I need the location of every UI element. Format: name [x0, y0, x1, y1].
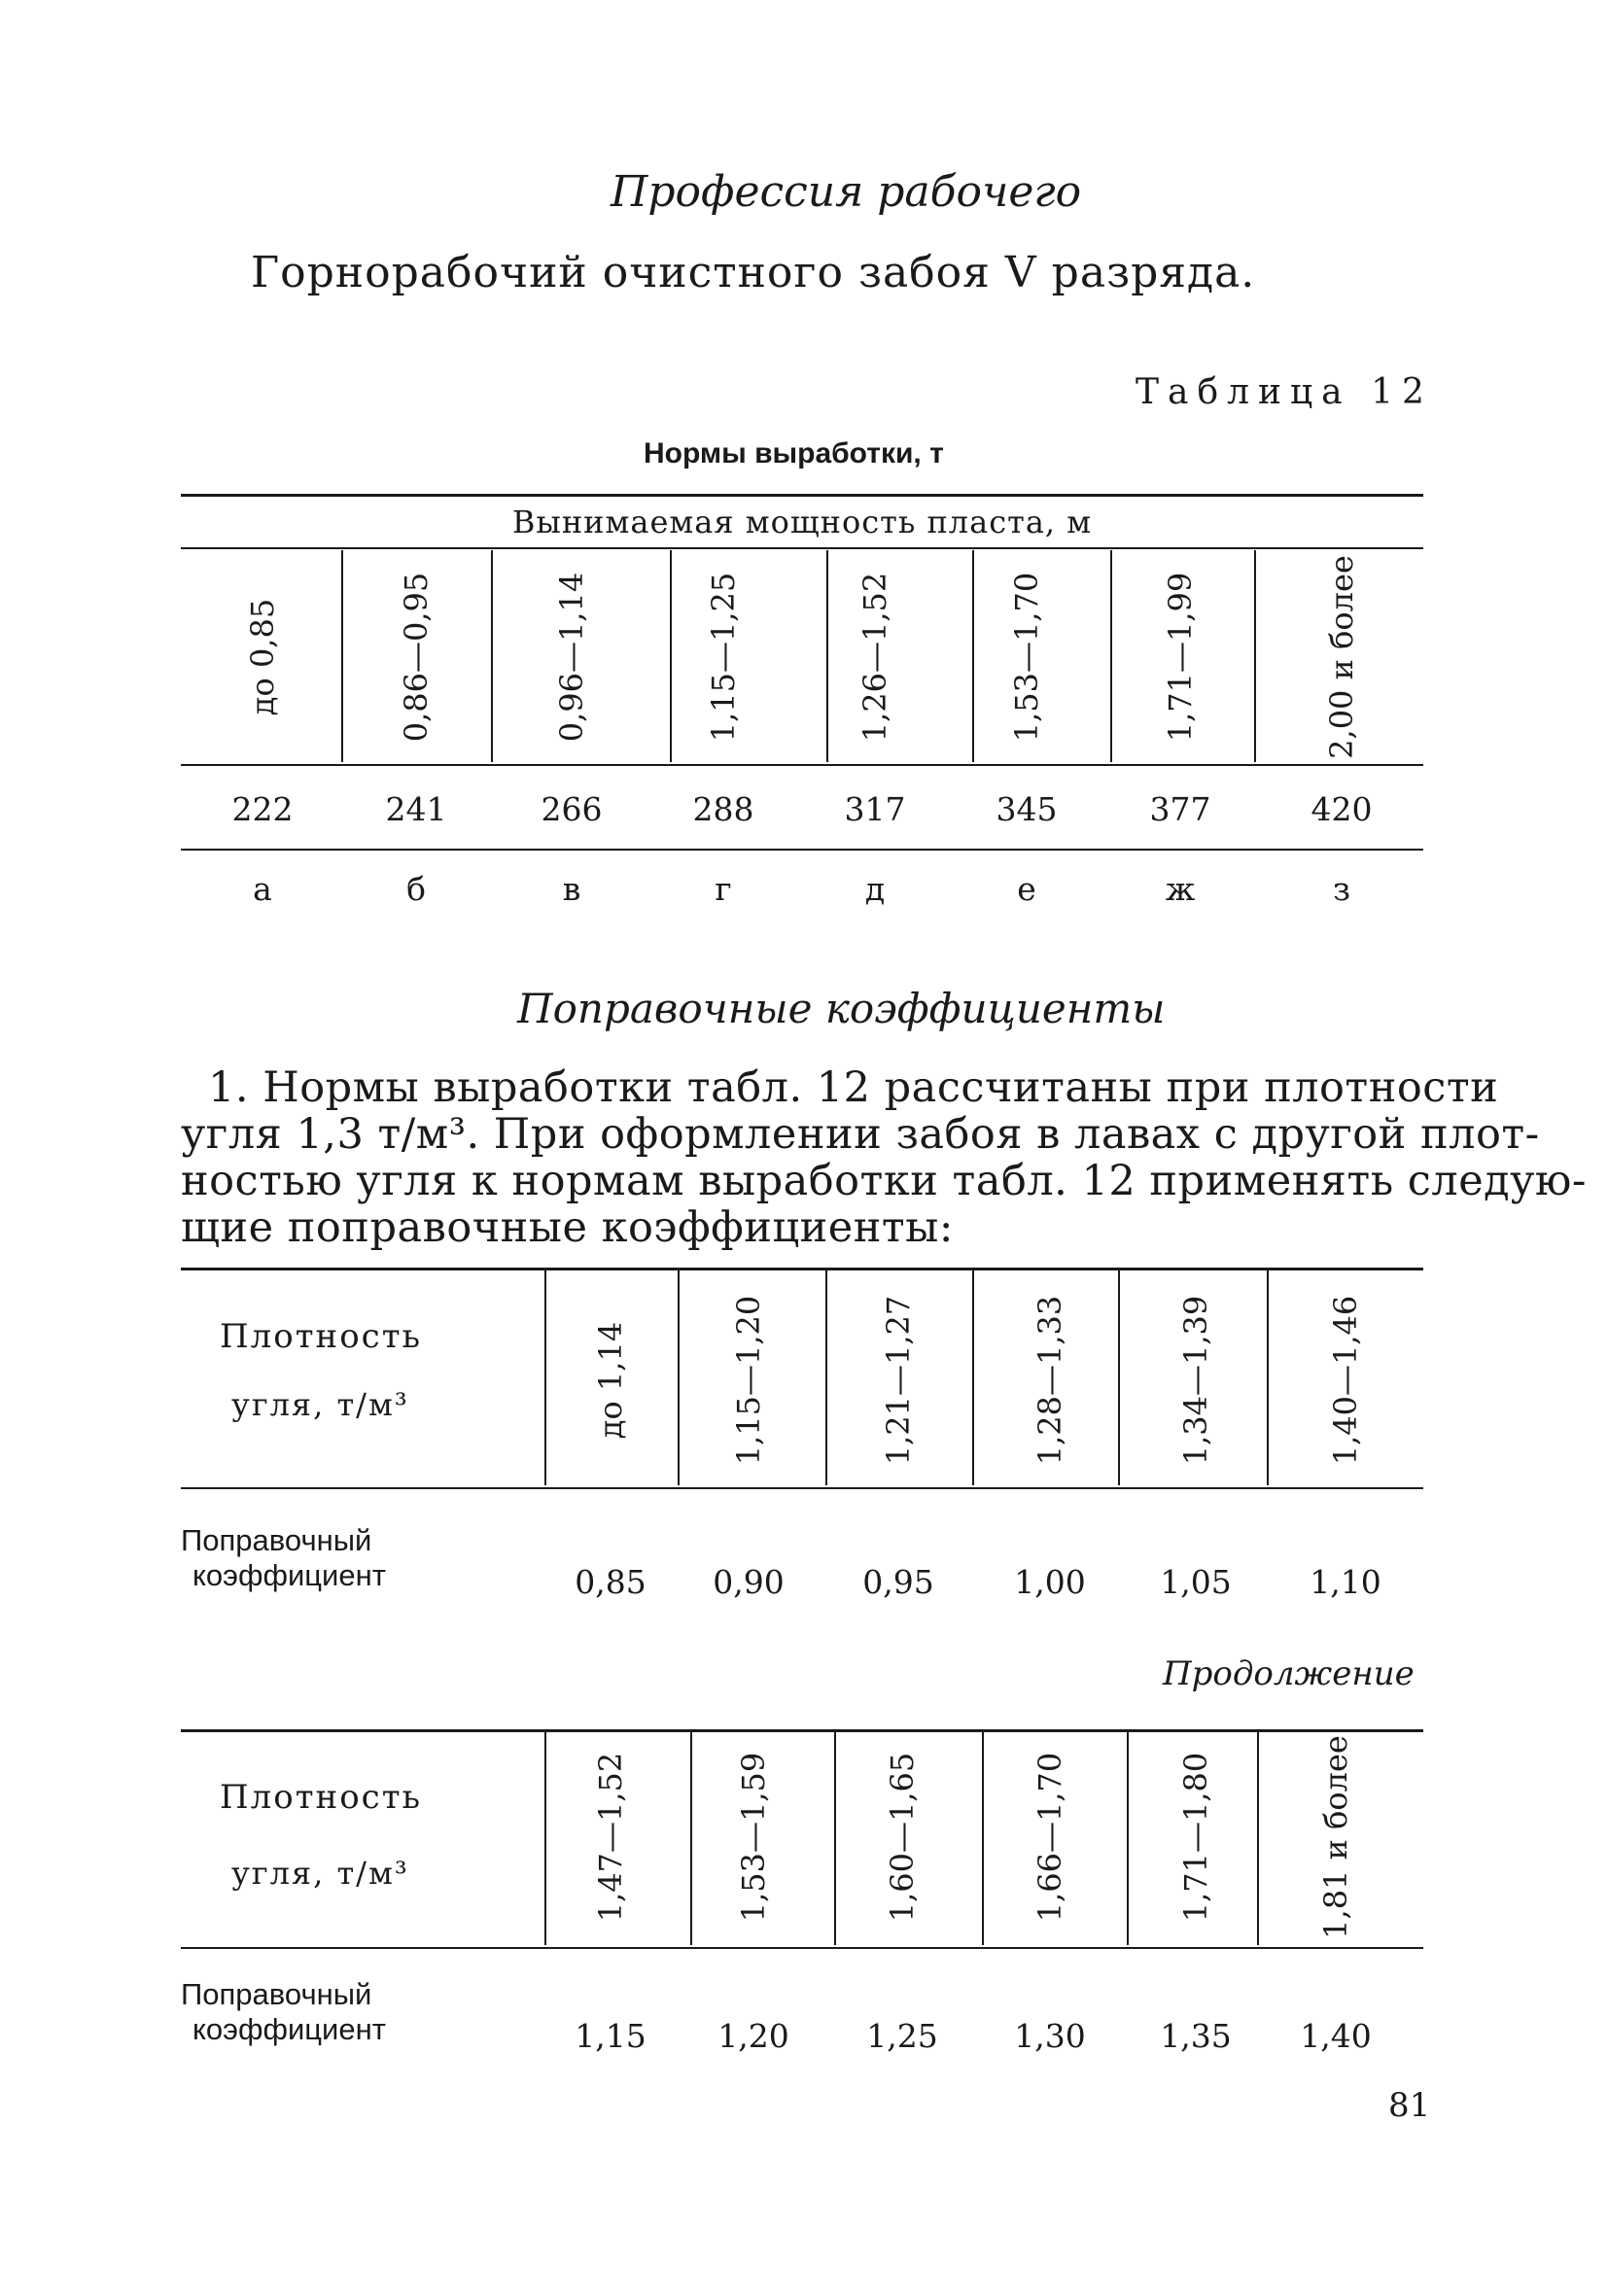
- column-divider: [834, 1732, 836, 1945]
- density-range: до 1,14: [592, 1321, 629, 1440]
- coef-value: 1,20: [717, 2017, 789, 2055]
- thickness-range: 0,86—0,95: [398, 572, 435, 743]
- coef-label: коэффициент: [192, 1558, 386, 1592]
- column-divider: [1127, 1732, 1129, 1945]
- paragraph-line: угля 1,3 т/м³. При оформлении забоя в лавах с другой плот-: [181, 1110, 1540, 1159]
- thickness-range: 1,71—1,99: [1162, 572, 1199, 743]
- column-divider: [491, 550, 493, 762]
- table-number: Таблица 12: [1136, 372, 1433, 412]
- norm-value: 420: [1311, 790, 1373, 828]
- density-range: 1,21—1,27: [880, 1295, 917, 1466]
- coef-value: 1,30: [1014, 2017, 1086, 2055]
- coef-value: 1,00: [1014, 1563, 1086, 1601]
- corrections-heading: Поправочные коэффициенты: [517, 985, 1166, 1032]
- column-divider: [690, 1732, 692, 1945]
- density-label: Плотность: [220, 1317, 423, 1356]
- coef-value: 1,05: [1160, 1563, 1232, 1601]
- table-title: Нормы выработки, т: [644, 437, 944, 470]
- thickness-range: 0,96—1,14: [553, 572, 590, 743]
- density-label: Плотность: [220, 1778, 423, 1817]
- density-unit-label: угля, т/м³: [231, 1386, 409, 1423]
- column-letter: в: [562, 870, 581, 908]
- column-divider: [1118, 1270, 1120, 1485]
- thickness-range: до 0,85: [244, 598, 281, 716]
- page-number: 81: [1388, 2086, 1431, 2125]
- profession-text: Горнорабочий очистного забоя V разряда.: [251, 248, 1256, 297]
- coef-label: Поправочный: [181, 1523, 372, 1557]
- column-divider: [678, 1270, 680, 1485]
- table-header: Вынимаемая мощность пласта, м: [511, 504, 1093, 540]
- paragraph-line: щие поправочные коэффициенты:: [181, 1203, 954, 1252]
- density-range: 1,53—1,59: [735, 1752, 772, 1923]
- coef-value: 1,15: [575, 2017, 647, 2055]
- thickness-range: 1,15—1,25: [705, 572, 742, 743]
- norm-value: 266: [541, 790, 603, 828]
- coef-value: 0,90: [713, 1563, 785, 1601]
- thickness-range: 2,00 и более: [1323, 555, 1360, 759]
- thickness-range: 1,53—1,70: [1008, 572, 1045, 743]
- paragraph-line: 1. Нормы выработки табл. 12 рассчитаны при плотности: [208, 1063, 1499, 1112]
- norm-value: 241: [385, 790, 447, 828]
- column-divider: [972, 550, 974, 762]
- coef-value: 0,85: [575, 1563, 647, 1601]
- norm-value: 222: [231, 790, 294, 828]
- density-range: 1,71—1,80: [1177, 1752, 1214, 1923]
- norm-value: 317: [844, 790, 906, 828]
- column-divider: [341, 550, 343, 762]
- column-divider: [1267, 1270, 1269, 1485]
- density-range: 1,60—1,65: [884, 1752, 921, 1923]
- density-range: 1,40—1,46: [1327, 1295, 1364, 1466]
- column-divider: [544, 1270, 546, 1485]
- column-divider: [670, 550, 672, 762]
- coef-value: 0,95: [862, 1563, 934, 1601]
- thickness-range: 1,26—1,52: [856, 572, 893, 743]
- column-letter: г: [715, 870, 732, 908]
- coef-value: 1,35: [1160, 2017, 1232, 2055]
- column-divider: [982, 1732, 984, 1945]
- density-range: 1,15—1,20: [730, 1295, 767, 1466]
- norm-value: 377: [1149, 790, 1211, 828]
- column-divider: [1257, 1732, 1259, 1945]
- column-letter: д: [864, 870, 886, 908]
- column-divider: [972, 1270, 974, 1485]
- continuation-label: Продолжение: [1163, 1654, 1415, 1693]
- coef-value: 1,40: [1300, 2017, 1372, 2055]
- density-range: 1,66—1,70: [1031, 1752, 1068, 1923]
- norm-value: 345: [996, 790, 1058, 828]
- column-divider: [826, 550, 828, 762]
- density-unit-label: угля, т/м³: [231, 1855, 409, 1892]
- density-range: 1,47—1,52: [592, 1752, 629, 1923]
- density-range: 1,28—1,33: [1031, 1295, 1068, 1466]
- density-range: 1,81 и более: [1317, 1735, 1354, 1939]
- column-divider: [1110, 550, 1112, 762]
- column-letter: а: [253, 870, 272, 908]
- column-divider: [544, 1732, 546, 1945]
- column-letter: з: [1333, 870, 1350, 908]
- coef-label: коэффициент: [192, 2012, 386, 2046]
- column-divider: [1254, 550, 1256, 762]
- profession-heading: Профессия рабочего: [611, 167, 1082, 217]
- coef-value: 1,10: [1310, 1563, 1381, 1601]
- density-range: 1,34—1,39: [1177, 1295, 1214, 1466]
- column-letter: б: [406, 870, 426, 908]
- norm-value: 288: [692, 790, 754, 828]
- column-letter: е: [1017, 870, 1036, 908]
- paragraph-line: ностью угля к нормам выработки табл. 12 применять следую-: [181, 1157, 1587, 1205]
- column-letter: ж: [1165, 870, 1196, 908]
- column-divider: [825, 1270, 827, 1485]
- coef-label: Поправочный: [181, 1977, 372, 2011]
- coef-value: 1,25: [866, 2017, 938, 2055]
